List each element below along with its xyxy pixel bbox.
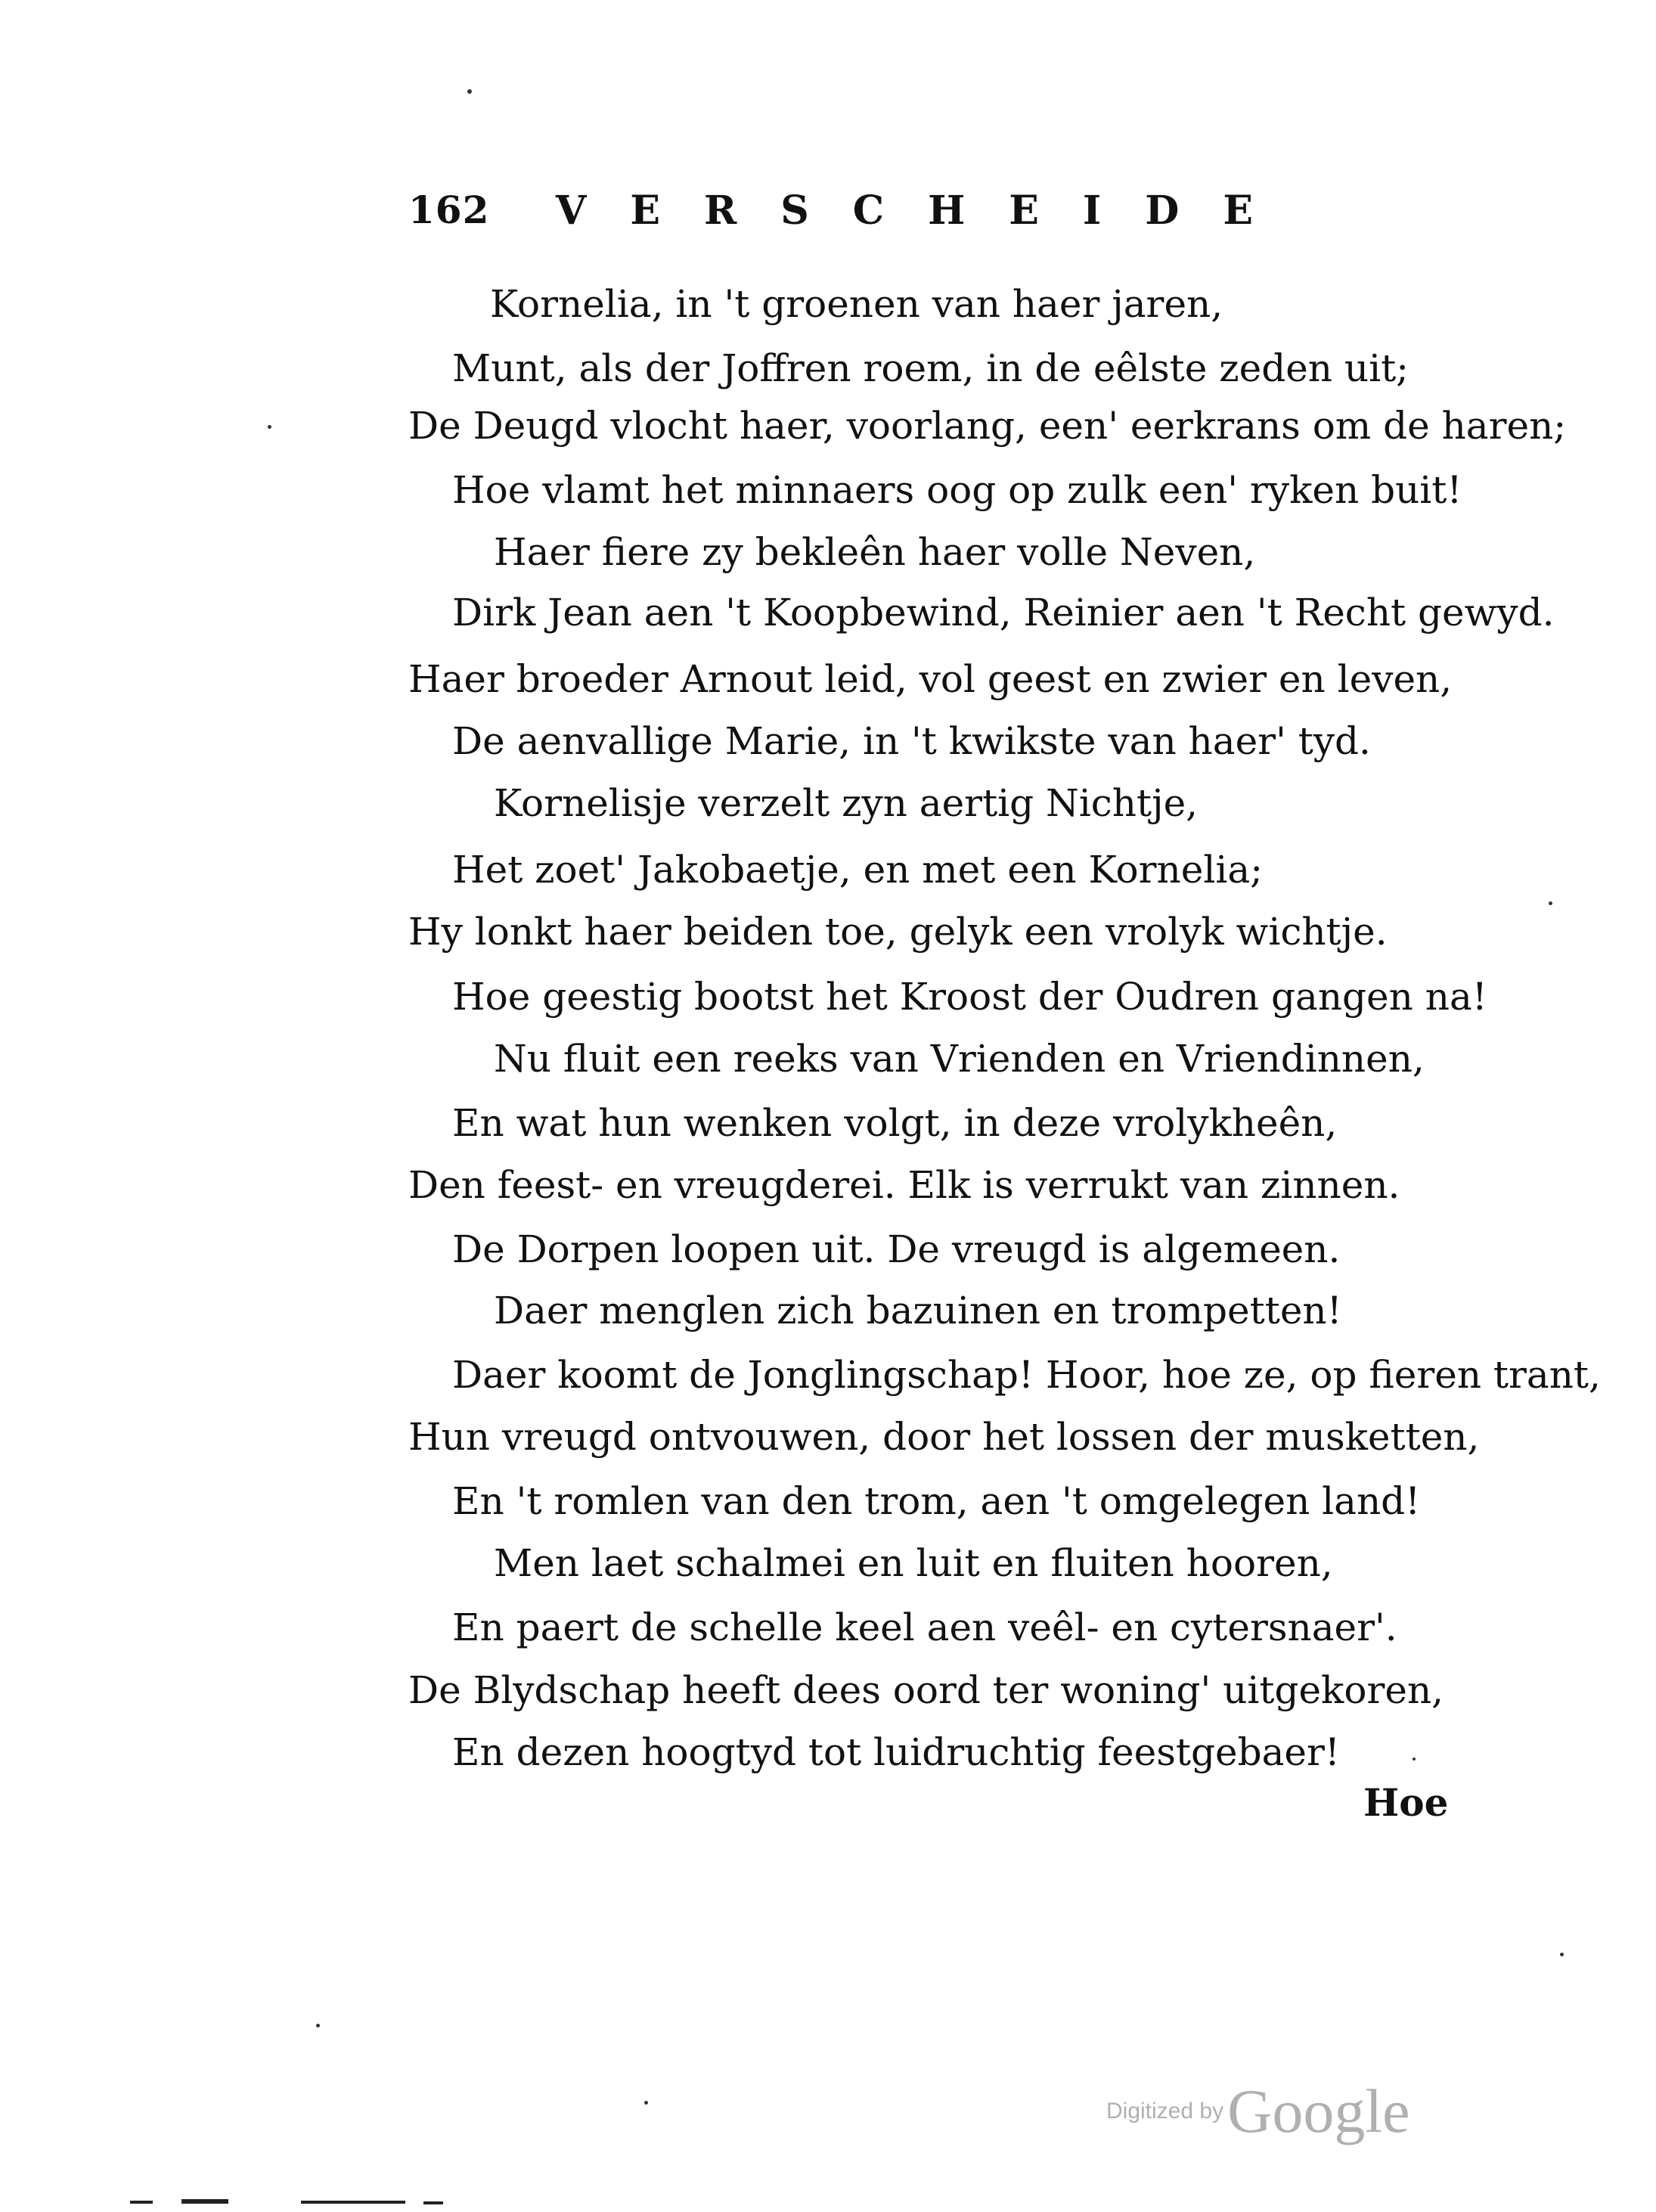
poem-line: Hy lonkt haer beiden toe, gelyk een vrolyk wichtje. bbox=[408, 910, 1388, 954]
google-logo-text: Google bbox=[1227, 2077, 1410, 2145]
scan-edge-mark bbox=[423, 2201, 443, 2204]
poem-line: Hoe vlamt het minnaers oog op zulk een' ryken buit! bbox=[452, 468, 1462, 512]
poem-line: Haer fiere zy bekleên haer volle Neven, bbox=[494, 530, 1256, 574]
poem-line: Kornelisje verzelt zyn aertig Nichtje, bbox=[494, 781, 1199, 825]
poem-line: Daer menglen zich bazuinen en trompetten! bbox=[494, 1289, 1342, 1332]
poem-line: Haer broeder Arnout leid, vol geest en zwier en leven, bbox=[408, 657, 1453, 701]
ink-speck bbox=[1413, 1758, 1416, 1761]
poem-line: En paert de schelle keel aen veêl- en cytersnaer'. bbox=[452, 1605, 1397, 1649]
ink-speck bbox=[268, 425, 271, 429]
ink-speck bbox=[1560, 1953, 1564, 1956]
catchword: Hoe bbox=[1363, 1780, 1449, 1825]
running-title: VERSCHEIDE bbox=[556, 188, 1297, 234]
poem-line: Den feest- en vreugderei. Elk is verrukt van zinnen. bbox=[408, 1163, 1400, 1207]
scan-edge-mark bbox=[130, 2201, 153, 2204]
poem-line: Kornelia, in 't groenen van haer jaren, bbox=[490, 282, 1223, 326]
ink-speck bbox=[644, 2101, 648, 2105]
poem-line: Het zoet' Jakobaetje, en met een Kornelia; bbox=[452, 848, 1263, 892]
digitized-by-google-watermark bbox=[1106, 2076, 1410, 2144]
poem-line: De Deugd vlocht haer, voorlang, een' eerkrans om de haren; bbox=[408, 404, 1567, 448]
poem-line: De Blydschap heeft dees oord ter woning' uitgekoren, bbox=[408, 1668, 1444, 1712]
poem-line: Hoe geestig bootst het Kroost der Oudren gangen na! bbox=[452, 975, 1487, 1019]
page-number: 162 bbox=[408, 188, 490, 232]
poem-line: En wat hun wenken volgt, in deze vrolykheên, bbox=[452, 1101, 1338, 1145]
scan-edge-mark bbox=[301, 2201, 405, 2204]
poem-line: De aenvallige Marie, in 't kwikste van haer' tyd. bbox=[452, 719, 1371, 763]
poem-line: En 't romlen van den trom, aen 't omgelegen land! bbox=[452, 1479, 1421, 1523]
poem-line: Daer koomt de Jonglingschap! Hoor, hoe ze, op fieren trant, bbox=[452, 1353, 1601, 1397]
ink-speck bbox=[1549, 901, 1552, 905]
poem-line: De Dorpen loopen uit. De vreugd is algemeen. bbox=[452, 1227, 1341, 1271]
poem-line: Nu fluit een reeks van Vrienden en Vriendinnen, bbox=[494, 1037, 1425, 1081]
poem-line: Men laet schalmei en luit en fluiten hooren, bbox=[494, 1541, 1333, 1585]
poem-line: Hun vreugd ontvouwen, door het lossen der musketten, bbox=[408, 1415, 1480, 1459]
digitized-by-label: Digitized by bbox=[1106, 2099, 1224, 2124]
poem-line: Munt, als der Joffren roem, in de eêlste zeden uit; bbox=[452, 346, 1409, 390]
poem-line: Dirk Jean aen 't Koopbewind, Reinier aen 't Recht gewyd. bbox=[452, 591, 1555, 634]
ink-speck bbox=[316, 2024, 320, 2027]
scan-edge-mark bbox=[181, 2199, 228, 2204]
poem-line: En dezen hoogtyd tot luidruchtig feestgebaer! bbox=[452, 1730, 1340, 1774]
page-header bbox=[408, 188, 1376, 240]
ink-speck bbox=[467, 89, 472, 94]
